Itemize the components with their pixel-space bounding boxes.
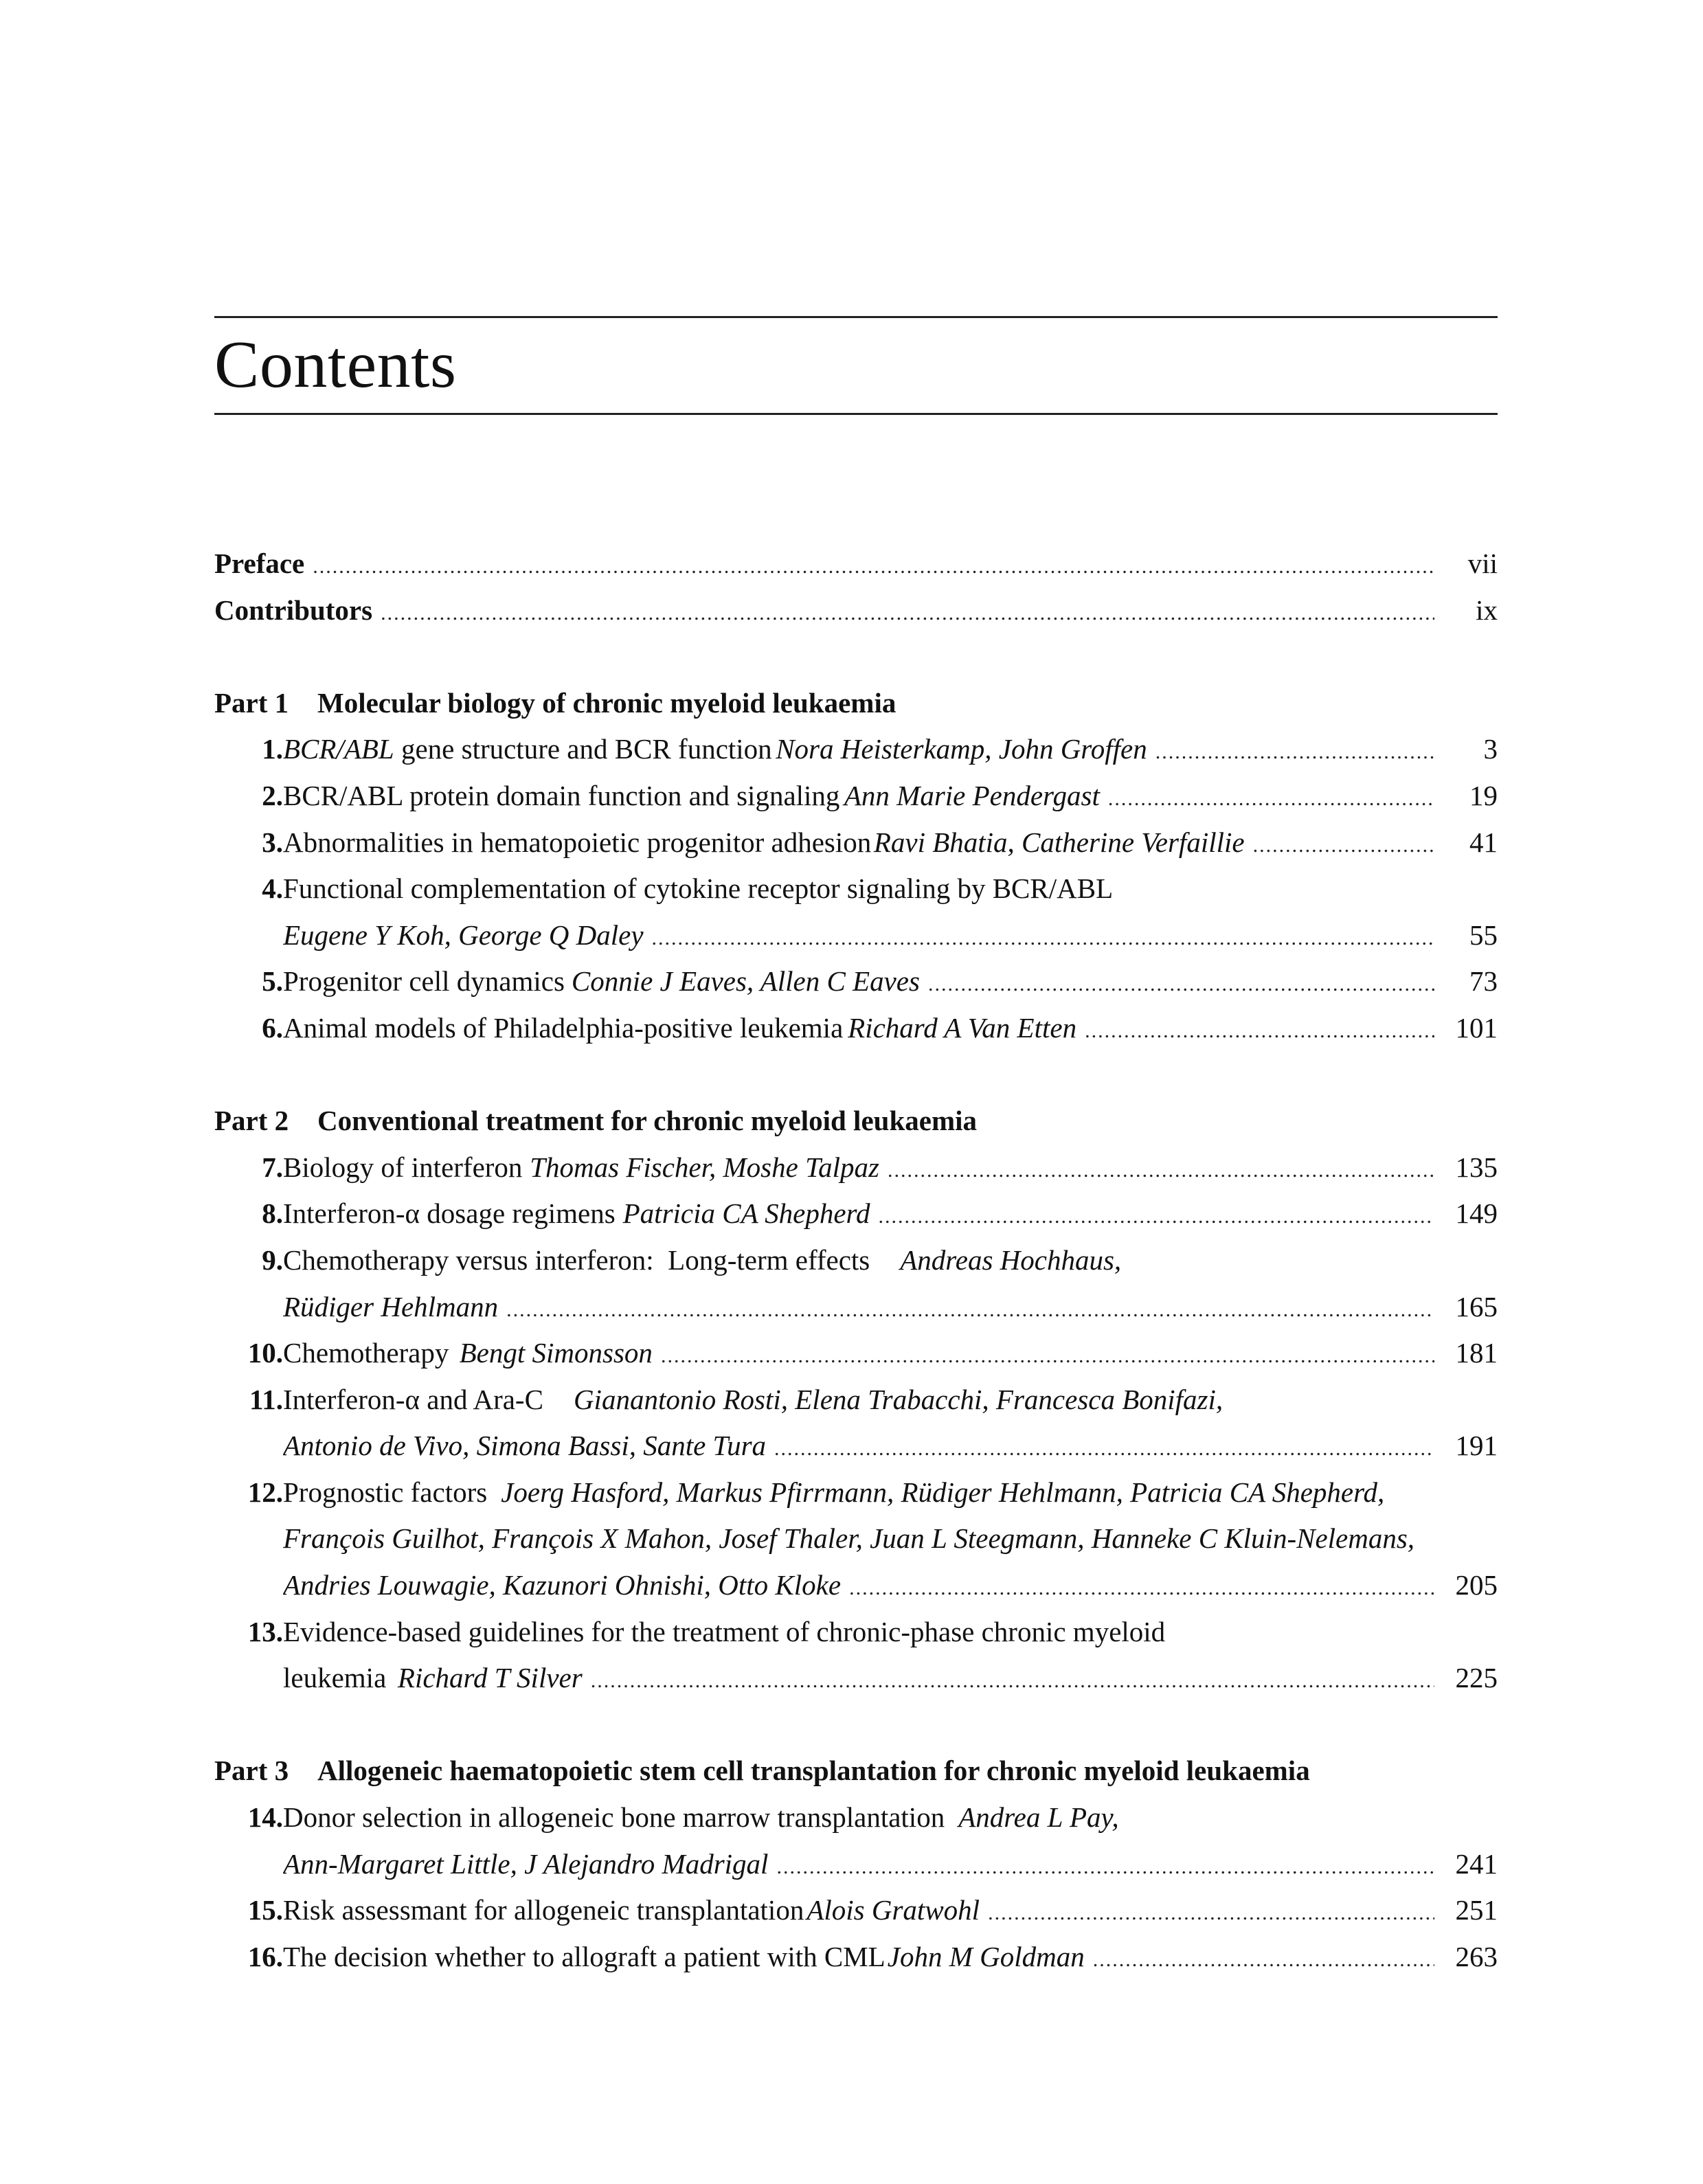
dot-leader xyxy=(879,1193,1435,1240)
dot-leader xyxy=(652,915,1434,962)
chapter-authors: Antonio de Vivo, Simona Bassi, Sante Tura xyxy=(283,1430,767,1462)
dot-leader xyxy=(988,1890,1434,1937)
chapter-authors: Gianantonio Rosti, Elena Trabacchi, Francesca Bonifazi, xyxy=(573,1383,1223,1415)
page-number: 19 xyxy=(1469,779,1498,811)
dot-leader xyxy=(381,590,1434,637)
entry-title: Contributors xyxy=(214,594,373,626)
chapter-title: Risk assessmant for allogeneic transplantation xyxy=(283,1894,804,1926)
toc-entry-chapter-9[interactable] xyxy=(214,1237,1498,1284)
part-title: Allogeneic haematopoietic stem cell transplantation for chronic myeloid leukaemia xyxy=(317,1755,1310,1787)
chapter-title xyxy=(283,726,772,773)
page-number: 181 xyxy=(1455,1337,1498,1369)
dot-leader xyxy=(506,1287,1434,1333)
toc-entry-contributors[interactable] xyxy=(214,587,1498,634)
dot-leader xyxy=(776,1844,1434,1891)
toc-entry-chapter-4-continued[interactable] xyxy=(214,912,1498,959)
page-title: Contents xyxy=(214,328,457,402)
chapter-title-italic: BCR/ABL xyxy=(283,733,394,765)
part-title: Conventional treatment for chronic myeloid leukaemia xyxy=(317,1105,977,1137)
part-heading-1 xyxy=(214,680,1498,727)
chapter-title: Donor selection in allogeneic bone marrow transplantation xyxy=(283,1801,945,1834)
toc-entry-chapter-13[interactable] xyxy=(214,1609,1498,1656)
chapter-title: Interferon-α and Ara-C xyxy=(283,1383,543,1415)
toc-entry-chapter-5[interactable] xyxy=(214,958,1498,1005)
toc-entry-chapter-9-continued[interactable] xyxy=(214,1284,1498,1331)
dot-leader xyxy=(849,1565,1434,1612)
chapter-number: 8. xyxy=(262,1197,283,1230)
chapter-number: 2. xyxy=(262,779,283,811)
part-label: Part 3 xyxy=(214,1755,289,1787)
page-number: 241 xyxy=(1455,1847,1498,1880)
table-of-contents xyxy=(214,541,1498,1980)
page-number: 263 xyxy=(1455,1940,1498,1972)
chapter-authors: Richard A Van Etten xyxy=(848,1011,1077,1044)
chapter-number: 5. xyxy=(262,965,283,998)
dot-leader xyxy=(661,1333,1434,1380)
toc-entry-chapter-16[interactable] xyxy=(214,1934,1498,1981)
chapter-title: BCR/ABL protein domain function and signaling xyxy=(283,779,840,811)
chapter-authors: Rüdiger Hehlmann xyxy=(283,1290,499,1322)
chapter-title: Progenitor cell dynamics xyxy=(283,965,565,998)
dot-leader xyxy=(1108,776,1434,822)
page-number: 205 xyxy=(1455,1569,1498,1601)
chapter-number: 16. xyxy=(247,1940,283,1972)
chapter-authors: Ann Marie Pendergast xyxy=(844,779,1100,811)
part-label: Part 2 xyxy=(214,1105,289,1137)
chapter-authors: Connie J Eaves, Allen C Eaves xyxy=(571,965,920,998)
chapter-number: 13. xyxy=(247,1615,283,1647)
chapter-title: Animal models of Philadelphia-positive leukemia xyxy=(283,1011,844,1044)
chapter-number: 1. xyxy=(262,733,283,765)
chapter-number: 10. xyxy=(247,1337,283,1369)
toc-entry-chapter-10[interactable] xyxy=(214,1330,1498,1377)
part-title: Molecular biology of chronic myeloid leukaemia xyxy=(317,686,896,719)
part-heading-3 xyxy=(214,1748,1498,1794)
chapter-number: 9. xyxy=(262,1243,283,1276)
title-top-rule xyxy=(214,316,1498,318)
page-number: 41 xyxy=(1469,826,1498,858)
dot-leader xyxy=(774,1426,1434,1472)
chapter-number: 11. xyxy=(249,1383,283,1415)
chapter-number: 15. xyxy=(247,1894,283,1926)
chapter-authors: Bengt Simonsson xyxy=(459,1337,653,1369)
page-number: 135 xyxy=(1455,1151,1498,1183)
chapter-title: Interferon-α dosage regimens xyxy=(283,1197,616,1230)
page-number: 191 xyxy=(1455,1430,1498,1462)
toc-entry-chapter-14-continued[interactable] xyxy=(214,1841,1498,1888)
dot-leader xyxy=(1093,1937,1434,1983)
page-number: vii xyxy=(1467,548,1498,579)
dot-leader xyxy=(1253,822,1434,869)
page-number: 149 xyxy=(1455,1197,1498,1230)
toc-entry-chapter-13-continued[interactable] xyxy=(214,1655,1498,1702)
chapter-title: Prognostic factors xyxy=(283,1476,488,1508)
chapter-title-rest: gene structure and BCR function xyxy=(394,733,772,765)
chapter-title: Chemotherapy xyxy=(283,1337,449,1369)
toc-entry-chapter-6[interactable] xyxy=(214,1005,1498,1052)
toc-entry-chapter-7[interactable] xyxy=(214,1145,1498,1191)
entry-title: Preface xyxy=(214,548,305,579)
toc-entry-chapter-2[interactable] xyxy=(214,773,1498,820)
part-heading-2 xyxy=(214,1098,1498,1145)
chapter-authors: Andries Louwagie, Kazunori Ohnishi, Otto Kloke xyxy=(283,1569,842,1601)
toc-entry-preface[interactable] xyxy=(214,541,1498,587)
chapter-number: 14. xyxy=(247,1801,283,1834)
page-number: ix xyxy=(1476,594,1498,626)
chapter-authors: Joerg Hasford, Markus Pfirrmann, Rüdiger Hehlmann, Patricia CA Shepherd, xyxy=(501,1476,1385,1508)
chapter-authors: Alois Gratwohl xyxy=(807,1894,980,1926)
chapter-authors: Patricia CA Shepherd xyxy=(622,1197,870,1230)
chapter-authors: François Guilhot, François X Mahon, Josef Thaler, Juan L Steegmann, Hanneke C Kluin-Nelemans, xyxy=(283,1522,1415,1555)
chapter-authors: Andrea L Pay, xyxy=(958,1801,1119,1834)
toc-entry-chapter-1[interactable] xyxy=(214,726,1498,773)
dot-leader xyxy=(313,543,1434,590)
dot-leader xyxy=(1155,729,1434,776)
chapter-title: leukemia xyxy=(283,1662,387,1694)
chapter-authors: Eugene Y Koh, George Q Daley xyxy=(283,919,644,951)
page-number: 3 xyxy=(1483,733,1498,765)
toc-entry-chapter-3[interactable] xyxy=(214,820,1498,866)
toc-entry-chapter-12-continued[interactable] xyxy=(214,1516,1498,1562)
toc-entry-chapter-12-continued-2[interactable] xyxy=(214,1562,1498,1609)
dot-leader xyxy=(1085,1008,1434,1055)
chapter-title: Chemotherapy versus interferon: Long-term effects xyxy=(283,1243,870,1276)
chapter-number: 12. xyxy=(247,1476,283,1508)
chapter-authors: Andreas Hochhaus, xyxy=(900,1243,1122,1276)
toc-entry-chapter-4[interactable] xyxy=(214,866,1498,912)
page-number: 73 xyxy=(1469,965,1498,998)
chapter-number: 4. xyxy=(262,873,283,905)
page-number: 251 xyxy=(1455,1894,1498,1926)
chapter-title: Abnormalities in hematopoietic progenitor adhesion xyxy=(283,826,872,858)
chapter-number: 6. xyxy=(262,1011,283,1044)
page-number: 55 xyxy=(1469,919,1498,951)
chapter-number: 3. xyxy=(262,826,283,858)
chapter-authors: Nora Heisterkamp, John Groffen xyxy=(776,733,1147,765)
chapter-authors: Ann-Margaret Little, J Alejandro Madrigal xyxy=(283,1847,769,1880)
chapter-authors: John M Goldman xyxy=(887,1940,1085,1972)
chapter-title: Biology of interferon xyxy=(283,1151,523,1183)
chapter-title: Functional complementation of cytokine receptor signaling by BCR/ABL xyxy=(283,873,1114,905)
title-bottom-rule xyxy=(214,413,1498,415)
page-number: 165 xyxy=(1455,1290,1498,1322)
toc-entry-chapter-15[interactable] xyxy=(214,1887,1498,1934)
chapter-authors: Richard T Silver xyxy=(397,1662,583,1694)
dot-leader xyxy=(928,961,1434,1008)
page-number: 225 xyxy=(1455,1662,1498,1694)
chapter-authors: Ravi Bhatia, Catherine Verfaillie xyxy=(873,826,1245,858)
toc-entry-chapter-12[interactable] xyxy=(214,1470,1498,1516)
chapter-number: 7. xyxy=(262,1151,283,1183)
toc-entry-chapter-11[interactable] xyxy=(214,1377,1498,1423)
chapter-authors: Thomas Fischer, Moshe Talpaz xyxy=(530,1151,879,1183)
part-label: Part 1 xyxy=(214,686,289,719)
chapter-title: The decision whether to allograft a patient with CML xyxy=(283,1940,886,1972)
toc-entry-chapter-8[interactable] xyxy=(214,1191,1498,1237)
contents-page xyxy=(214,0,1498,2184)
toc-entry-chapter-14[interactable] xyxy=(214,1794,1498,1841)
dot-leader xyxy=(591,1658,1434,1704)
chapter-title: Evidence-based guidelines for the treatment of chronic-phase chronic myeloid xyxy=(283,1615,1166,1647)
toc-entry-chapter-11-continued[interactable] xyxy=(214,1423,1498,1470)
page-number: 101 xyxy=(1455,1011,1498,1044)
dot-leader xyxy=(888,1147,1434,1194)
